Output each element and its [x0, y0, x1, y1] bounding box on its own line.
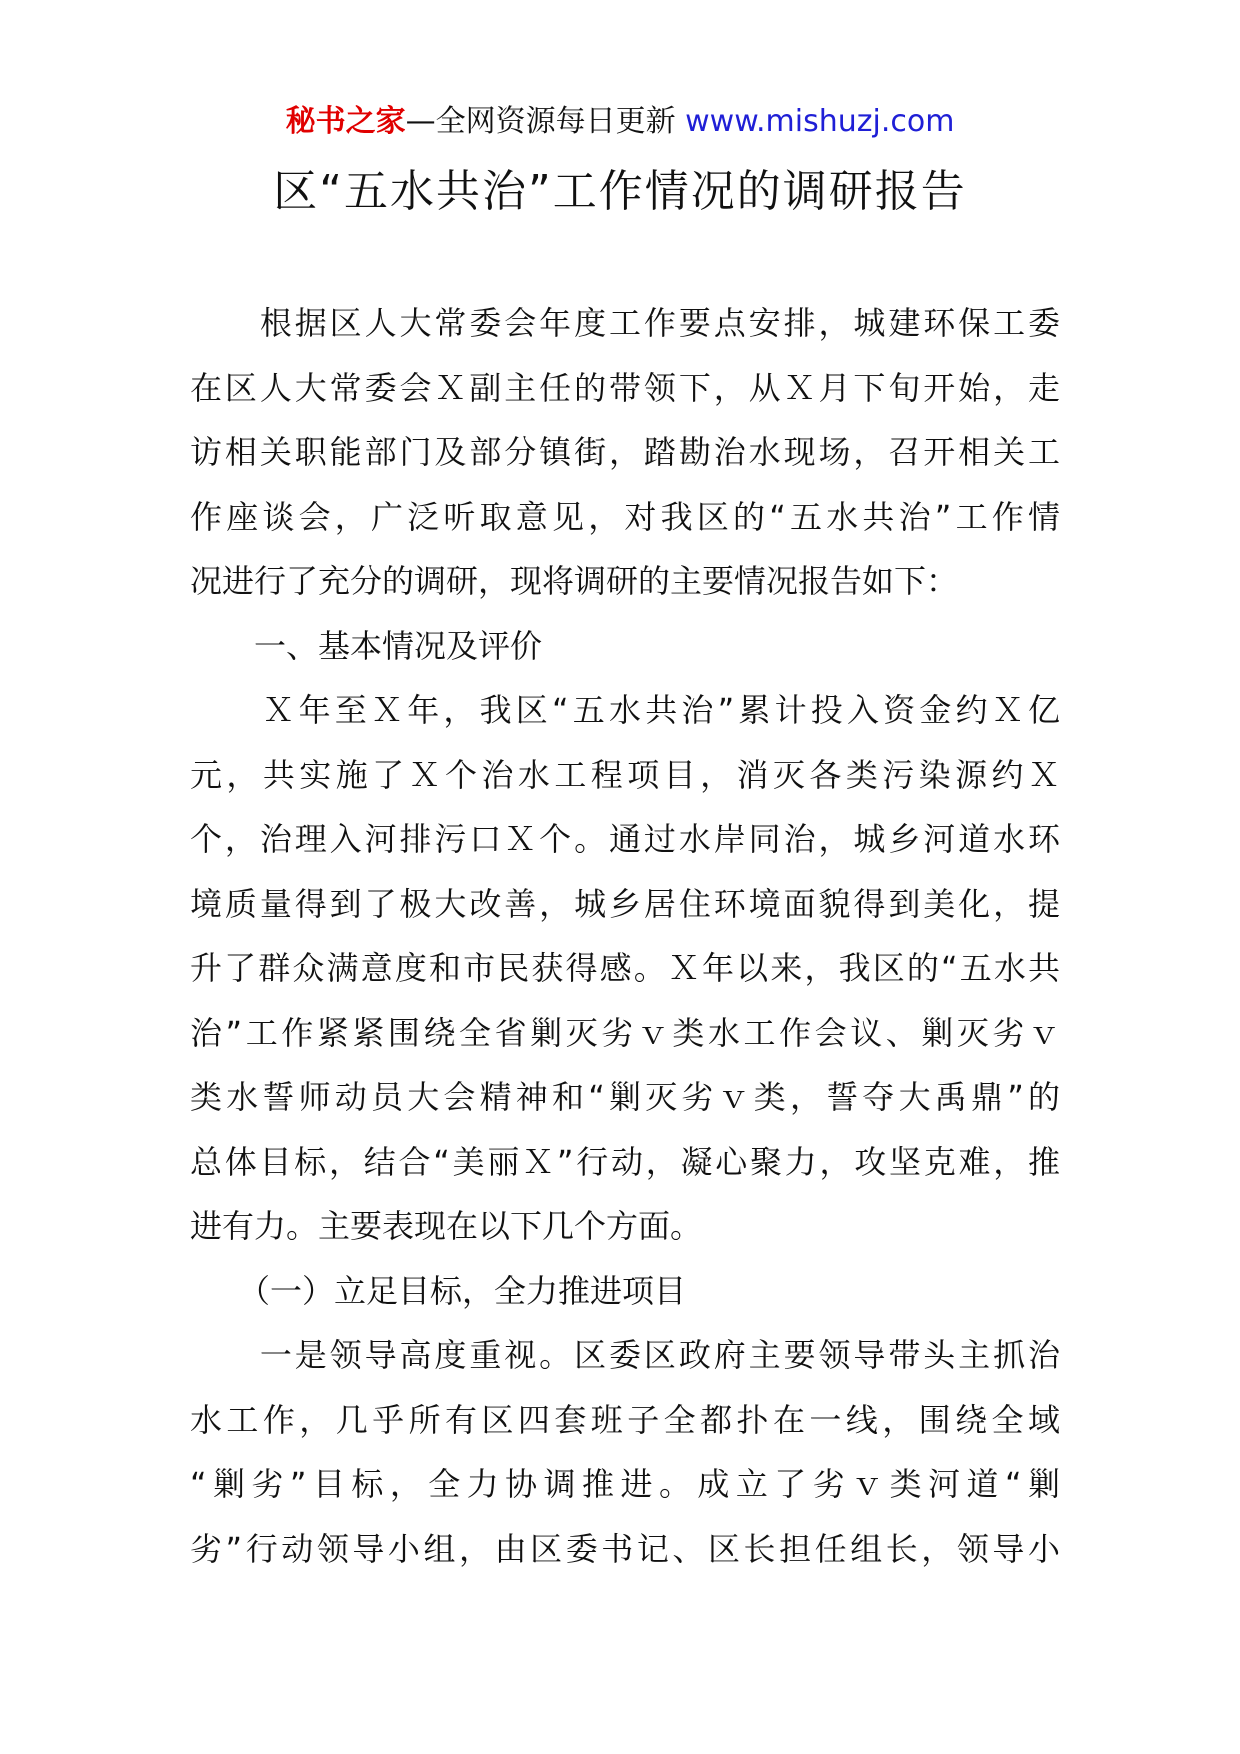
body-line: 进有力。主要表现在以下几个方面。 — [190, 1207, 703, 1245]
body-line: 一是领导高度重视。区委区政府主要领导带头主抓治 — [190, 1336, 1060, 1374]
body-line: 总体目标，结合“美丽Ｘ”行动，凝心聚力，攻坚克难，推 — [190, 1142, 1060, 1181]
body-line: 劣”行动领导小组，由区委书记、区长担任组长，领导小 — [190, 1529, 1060, 1568]
body-line: 况进行了充分的调研，现将调研的主要情况报告如下： — [190, 562, 959, 600]
body-line: 境质量得到了极大改善，城乡居住环境面貌得到美化，提 — [190, 884, 1060, 923]
body-line: 在区人大常委会Ｘ副主任的带领下，从Ｘ月下旬开始，走 — [190, 368, 1060, 407]
subsection-heading: （一）立足目标，全力推进项目 — [190, 1271, 687, 1310]
site-url-link[interactable]: www.mishuzj.com — [685, 104, 955, 139]
section-heading: 一、基本情况及评价 — [190, 626, 543, 665]
body-line: “剿劣”目标，全力协调推进。成立了劣ｖ类河道“剿 — [190, 1465, 1060, 1503]
body-line: 作座谈会，广泛听取意见，对我区的“五水共治”工作情 — [190, 497, 1060, 536]
body-line: 类水誓师动员大会精神和“剿灭劣ｖ类，誓夺大禹鼎”的 — [190, 1078, 1060, 1116]
body-line: 根据区人大常委会年度工作要点安排，城建环保工委 — [190, 304, 1060, 342]
body-line: 个，治理入河排污口Ｘ个。通过水岸同治，城乡河道水环 — [190, 820, 1060, 858]
document-body — [190, 291, 1060, 1581]
body-line: 升了群众满意度和市民获得感。Ｘ年以来，我区的“五水共 — [190, 949, 1060, 987]
site-header — [0, 100, 1240, 144]
body-line: 水工作，几乎所有区四套班子全都扑在一线，围绕全域 — [190, 1400, 1060, 1439]
brand-name: 秘书之家 — [285, 104, 406, 139]
header-tagline: —全网资源每日更新 — [405, 104, 686, 139]
body-line: 元，共实施了Ｘ个治水工程项目，消灭各类污染源约Ｘ — [190, 755, 1060, 794]
body-line: Ｘ年至Ｘ年，我区“五水共治”累计投入资金约Ｘ亿 — [190, 691, 1060, 729]
body-line: 治”工作紧紧围绕全省剿灭劣ｖ类水工作会议、剿灭劣ｖ — [190, 1013, 1060, 1052]
body-line: 访相关职能部门及部分镇街，踏勘治水现场，召开相关工 — [190, 433, 1060, 471]
document-title: 区“五水共治”工作情况的调研报告 — [273, 166, 967, 217]
